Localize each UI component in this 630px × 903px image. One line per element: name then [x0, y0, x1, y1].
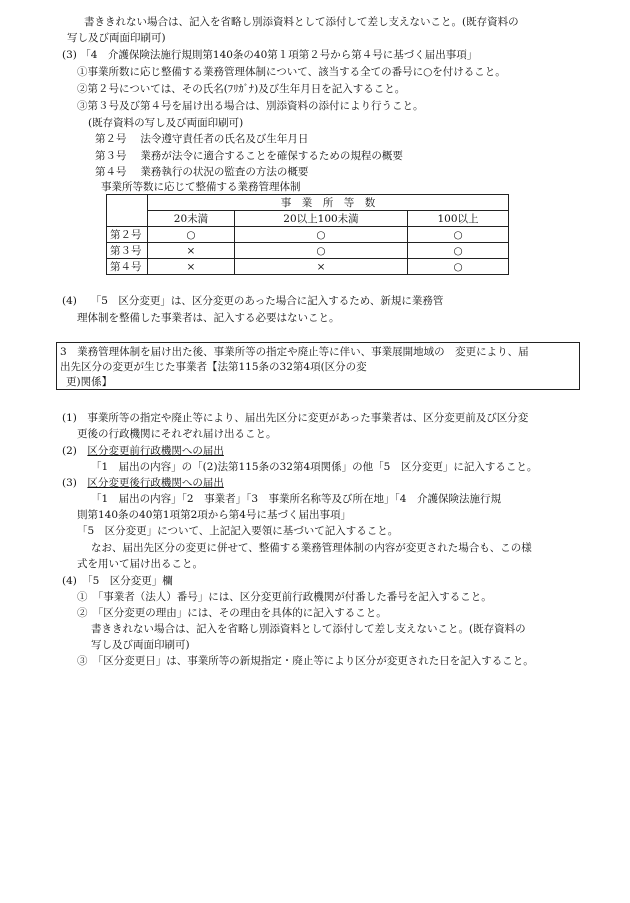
text-line: 書ききれない場合は、記入を省略し別添資料として添付して差し支えないこと。(既存資料の — [84, 16, 519, 28]
table-cell: ○ — [234, 243, 407, 259]
table-row — [107, 227, 509, 243]
subheading-text: 区分変更後行政機関への届出 — [87, 477, 224, 489]
text-line: 理体制を整備した事業者は、記入する必要はないこと。 — [77, 312, 340, 324]
table-cell: ○ — [408, 243, 509, 259]
subheading — [62, 476, 224, 490]
text-line: なお、届出先区分の変更に併せて、整備する業務管理体制の内容が変更された場合も、この様 — [91, 542, 532, 554]
text-line: 第２号 法令遵守責任者の氏名及び生年月日 — [95, 133, 309, 145]
text-line: 則第140条の40第1項第2項から第4号に基づく届出事項」 — [77, 509, 351, 521]
section-3-title: 3 業務管理体制を届け出た後、事業所等の指定や廃止等に伴い、事業展開地域の 変更により、届 — [60, 346, 529, 358]
row-label: 第３号 — [107, 243, 148, 259]
text-line: 更後の行政機関にそれぞれ届け出ること。 — [77, 428, 277, 440]
text-line: 写し及び両面印刷可) — [67, 32, 166, 44]
item-number: (2) — [62, 445, 88, 457]
table-col-header: 20以上100未満 — [234, 211, 407, 227]
text-line: 書ききれない場合は、記入を省略し別添資料として添付して差し支えないこと。(既存資料の — [91, 623, 526, 635]
text-line: (既存資料の写し及び両面印刷可) — [88, 117, 244, 129]
table-cell: ○ — [148, 227, 235, 243]
row-label: 第２号 — [107, 227, 148, 243]
table-cell: ○ — [234, 227, 407, 243]
text-line: (4) 「5 区分変更」欄 — [62, 575, 173, 587]
text-line: ① 「事業者（法人）番号」には、区分変更前行政機関が付番した番号を記入すること。 — [77, 591, 492, 603]
table-cell: × — [234, 259, 407, 275]
table-header: 事 業 所 等 数 — [148, 195, 509, 211]
text-line: ①事業所数に応じ整備する業務管理体制について、該当する全ての番号に○を付けること。 — [77, 66, 506, 78]
text-line: ③ 「区分変更日」は、事業所等の新規指定・廃止等により区分が変更された日を記入すること。 — [77, 655, 534, 667]
text-line: 写し及び両面印刷可) — [91, 639, 190, 651]
item-number: (3) — [62, 477, 88, 489]
section-3-heading: (3) 「4 介護保険法施行規則第140条の40第１項第２号から第４号に基づく届出事項」 — [62, 49, 478, 61]
subheading — [62, 444, 224, 458]
text-line: (4) 「5 区分変更」は、区分変更のあった場合に記入するため、新規に業務管 — [62, 295, 444, 307]
table-cell: × — [148, 243, 235, 259]
text-line: 第３号 業務が法令に適合することを確保するための規程の概要 — [95, 150, 403, 162]
text-line: 「1 届出の内容」の「(2)法第115条の32第4項関係」の他「5 区分変更」に記入すること。 — [91, 461, 538, 473]
text-line: ③第３号及び第４号を届け出る場合は、別添資料の添付により行うこと。 — [77, 100, 424, 112]
table-corner — [107, 195, 148, 227]
subheading-text: 区分変更前行政機関への届出 — [87, 445, 224, 457]
section-3-title: 出先区分の変更が生じた事業者【法第115条の32第4項(区分の変 — [60, 361, 367, 373]
text-line: ② 「区分変更の理由」には、その理由を具体的に記入すること。 — [77, 607, 387, 619]
table-col-header: 20未満 — [148, 211, 235, 227]
table-cell: ○ — [408, 259, 509, 275]
table-col-header: 100以上 — [408, 211, 509, 227]
management-system-table — [106, 194, 509, 275]
table-row — [107, 243, 509, 259]
section-3-title: 更)関係】 — [66, 376, 113, 388]
text-line: 第４号 業務執行の状況の監査の方法の概要 — [95, 166, 309, 178]
text-line: ②第２号については、その氏名(ﾌﾘｶﾞﾅ)及び生年月日を記入すること。 — [77, 83, 406, 95]
text-line: (1) 事業所等の指定や廃止等により、届出先区分に変更があった事業者は、区分変更前及び区分変 — [62, 412, 529, 424]
table-row — [107, 259, 509, 275]
text-line: 「5 区分変更」について、上記記入要領に基づいて記入すること。 — [77, 525, 399, 537]
table-caption: 事業所等数に応じて整備する業務管理体制 — [101, 181, 301, 193]
row-label: 第４号 — [107, 259, 148, 275]
text-line: 「1 届出の内容」「2 事業者」「3 事業所名称等及び所在地」「4 介護保険法施行規 — [91, 493, 501, 505]
text-line: 式を用いて届け出ること。 — [77, 558, 203, 570]
table-cell: × — [148, 259, 235, 275]
table-cell: ○ — [408, 227, 509, 243]
